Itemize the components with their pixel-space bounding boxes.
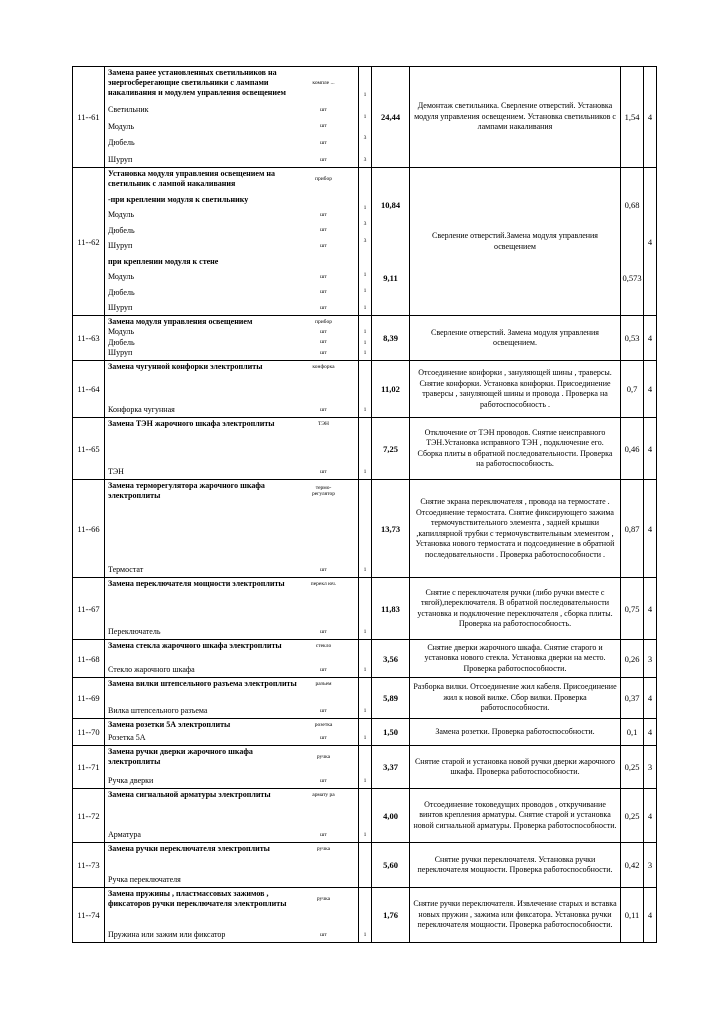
quantity-cell	[359, 418, 372, 480]
unit: шт	[320, 339, 327, 346]
material-name: Модуль	[108, 121, 135, 131]
operation-code: 11--63	[73, 316, 105, 361]
quantity: 1	[363, 778, 367, 784]
material-line	[105, 348, 359, 358]
quantity	[359, 253, 371, 263]
operation-title: Замена стекла жарочного шкафа электроплиты	[108, 641, 282, 650]
unit: конфорка	[312, 363, 335, 370]
quantity	[359, 790, 371, 800]
worker-grade: 4	[644, 888, 657, 943]
material-line	[105, 169, 359, 189]
work-description: Снятие старой и установка новой ручки дверки жарочного шкафа. Проверка работоспособности.	[410, 746, 621, 789]
quantity-cell	[359, 67, 372, 168]
unit: шт	[320, 666, 327, 673]
unit: разъем	[315, 680, 332, 687]
unit: шт	[320, 304, 327, 311]
operation-code: 11--66	[73, 480, 105, 578]
norm-value: 24,44	[372, 67, 410, 168]
operation-name-cell	[105, 168, 359, 316]
material-line	[105, 405, 359, 415]
quantity	[359, 747, 371, 757]
worker-grade: 4	[644, 168, 657, 316]
work-description: Снятие ручки переключателя. Установка ручки переключателя мощности. Проверка работоспособности.	[410, 843, 621, 888]
quantity: 1	[363, 735, 367, 741]
unit: компле ...	[312, 79, 335, 86]
quantity: 1	[363, 91, 367, 98]
table-row	[73, 746, 657, 789]
material-line	[105, 579, 359, 589]
material-line	[105, 830, 359, 840]
quantity	[359, 641, 371, 651]
unit: шт	[320, 468, 327, 475]
time-norm: 0,87	[621, 480, 644, 578]
material-line	[105, 327, 359, 337]
quantity	[359, 481, 371, 491]
unit: шт	[320, 349, 327, 356]
quantity-cell	[359, 888, 372, 943]
material-name: Термостат	[108, 565, 144, 574]
unit: шт	[320, 707, 327, 714]
quantity-cell	[359, 719, 372, 746]
unit: ТЭН	[318, 420, 329, 427]
operation-title: Установка модуля управления освещением на светильник с лампой накаливания	[108, 169, 275, 188]
norm-value: 1,76	[372, 888, 410, 943]
quantity-cell	[359, 843, 372, 888]
table-row	[73, 168, 657, 316]
material-name: Конфорка чугунная	[108, 405, 175, 414]
time-norm-part: 0,68	[624, 200, 640, 210]
quantity: 1	[363, 407, 367, 413]
quantity: 1	[363, 339, 367, 346]
norms-table	[72, 66, 657, 943]
quantity-cell	[359, 746, 372, 789]
quantity	[359, 169, 371, 179]
material-name: Дюбель	[108, 225, 135, 235]
unit: армату ра	[312, 791, 335, 798]
quantity: 3	[363, 135, 367, 142]
material-line	[105, 706, 359, 716]
norm-value-part: 10,84	[380, 200, 401, 210]
unit: прибор	[315, 318, 332, 325]
material-name: Арматура	[108, 830, 141, 839]
operation-title: Замена чугунной конфорки электроплиты	[108, 362, 263, 371]
material-line	[105, 257, 359, 267]
unit: шт	[320, 831, 327, 838]
unit: шт	[320, 777, 327, 784]
material-line	[105, 272, 359, 282]
quantity	[359, 68, 371, 78]
operation-code: 11--67	[73, 578, 105, 640]
norm-value: 13,73	[372, 480, 410, 578]
material-line	[105, 68, 359, 98]
quantity	[359, 579, 371, 589]
time-norm: 0,46	[621, 418, 644, 480]
work-description: Сверление отверстий.Замена модуля управления освещением	[410, 168, 621, 316]
operation-code: 11--69	[73, 678, 105, 719]
quantity	[359, 844, 371, 854]
quantity: 1	[363, 305, 367, 311]
quantity-cell	[359, 678, 372, 719]
quantity: 3	[363, 157, 367, 163]
material-line	[105, 226, 359, 236]
material-line	[105, 481, 359, 501]
table-row	[73, 418, 657, 480]
time-norm	[621, 168, 644, 316]
work-description: Сверление отверстий. Замена модуля управления освещением.	[410, 316, 621, 361]
operation-name-cell	[105, 316, 359, 361]
operation-title: Замена вилки штепсельного разъема электроплиты	[108, 679, 297, 688]
unit: ручка	[316, 753, 331, 760]
operation-code: 11--72	[73, 789, 105, 843]
material-line	[105, 288, 359, 298]
operation-code: 11--70	[73, 719, 105, 746]
operation-title: Замена ручки переключателя электроплиты	[108, 844, 270, 853]
material-name: ТЭН	[108, 467, 124, 476]
material-name: Вилка штепсельного разъема	[108, 706, 208, 715]
quantity	[359, 419, 371, 429]
operation-code: 11--74	[73, 888, 105, 943]
operation-title: Замена розетки 5А электроплиты	[108, 720, 231, 729]
worker-grade: 3	[644, 746, 657, 789]
material-line	[105, 122, 359, 132]
material-line	[105, 195, 359, 205]
material-line	[105, 362, 359, 372]
operation-name-cell	[105, 361, 359, 418]
worker-grade: 4	[644, 789, 657, 843]
norm-value: 8,39	[372, 316, 410, 361]
table-row	[73, 316, 657, 361]
time-norm: 0,53	[621, 316, 644, 361]
material-name: Модуль	[108, 272, 135, 281]
operation-code: 11--65	[73, 418, 105, 480]
material-name: Шуруп	[108, 241, 133, 250]
time-norm: 1,54	[621, 67, 644, 168]
material-name: Дюбель	[108, 337, 135, 347]
material-line	[105, 790, 359, 800]
operation-name-cell	[105, 719, 359, 746]
material-line	[105, 665, 359, 675]
worker-grade: 3	[644, 640, 657, 678]
work-description: Снятие ручки переключателя. Извлечение старых и вставка новых пружин , зажима или фиксатора. Установка ручки переключателя мощности. Проверка работоспособности.	[410, 888, 621, 943]
operation-title: Замена ТЭН жарочного шкафа электроплиты	[108, 419, 275, 428]
work-description: Демонтаж светильника. Сверление отверстий. Установка модуля управления освещением. Установка светильников с лампами накаливания	[410, 67, 621, 168]
material-line	[105, 303, 359, 313]
quantity-cell	[359, 168, 372, 316]
material-line	[105, 155, 359, 165]
time-norm: 0,37	[621, 678, 644, 719]
material-name: Модуль	[108, 327, 135, 337]
table-row	[73, 719, 657, 746]
operation-name-cell	[105, 789, 359, 843]
quantity-cell	[359, 640, 372, 678]
material-line	[105, 338, 359, 348]
unit: прибор	[315, 175, 332, 182]
operation-name-cell	[105, 578, 359, 640]
unit: шт	[320, 289, 327, 296]
unit: шт	[320, 628, 327, 635]
material-name: Стекло жарочного шкафа	[108, 665, 195, 674]
quantity: 1	[363, 329, 367, 336]
table-row	[73, 789, 657, 843]
material-line	[105, 565, 359, 575]
norm-value-part: 9,11	[383, 273, 398, 283]
material-line	[105, 747, 359, 767]
operation-code: 11--68	[73, 640, 105, 678]
material-name: Шуруп	[108, 155, 133, 164]
operation-name-cell	[105, 678, 359, 719]
table-row	[73, 578, 657, 640]
material-line	[105, 641, 359, 651]
material-name: Дюбель	[108, 287, 135, 297]
operation-code: 11--73	[73, 843, 105, 888]
operation-code: 11--62	[73, 168, 105, 316]
time-norm: 0,75	[621, 578, 644, 640]
operation-title: Замена пружины , пластмассовых зажимов , фиксаторов ручки переключателя электроплиты	[108, 889, 287, 908]
quantity-cell	[359, 361, 372, 418]
norm-value: 4,00	[372, 789, 410, 843]
material-line	[105, 419, 359, 429]
quantity	[359, 186, 371, 196]
worker-grade: 4	[644, 678, 657, 719]
worker-grade: 4	[644, 316, 657, 361]
unit: шт	[320, 140, 327, 146]
quantity	[359, 889, 371, 899]
norm-value: 11,02	[372, 361, 410, 418]
material-line	[105, 733, 359, 743]
material-line	[105, 241, 359, 251]
operation-name-cell	[105, 480, 359, 578]
norm-value: 3,37	[372, 746, 410, 789]
work-description: Разборка вилки. Отсоединение жил кабеля. Присоединение жил к новой вилке. Сбор вилки. Проверка работоспособности.	[410, 678, 621, 719]
operation-name-cell	[105, 746, 359, 789]
work-description: Отсоединение токоведущих проводов , откручивание винтов крепления арматуры. Снятие старой и установка новой сигнальной арматуры. Проверка работоспособности.	[410, 789, 621, 843]
material-line	[105, 776, 359, 786]
quantity: 3	[363, 221, 367, 228]
quantity: 3	[363, 238, 367, 244]
material-line	[105, 627, 359, 637]
worker-grade: 4	[644, 418, 657, 480]
quantity: 1	[363, 667, 367, 673]
quantity: 1	[363, 271, 367, 278]
unit: шт	[320, 123, 327, 130]
quantity-cell	[359, 316, 372, 361]
unit: термо- регулятор	[311, 484, 336, 497]
work-description: Отключение от ТЭН проводов. Снятие неисправного ТЭН.Установка исправного ТЭН , подключение его. Сборка плиты в обратной последовательности. Проверка на работоспособность.	[410, 418, 621, 480]
unit: розетка	[314, 721, 333, 728]
work-description: Замена розетки. Проверка работоспособности.	[410, 719, 621, 746]
quantity-cell	[359, 578, 372, 640]
quantity	[359, 362, 371, 372]
worker-grade: 4	[644, 67, 657, 168]
operation-title: Замена терморегулятора жарочного шкафа электроплиты	[108, 481, 265, 500]
table-row	[73, 361, 657, 418]
norms-table-sheet	[72, 66, 656, 943]
operation-name-cell	[105, 418, 359, 480]
time-norm: 0,25	[621, 789, 644, 843]
operation-title: -при креплении модуля к светильнику	[108, 194, 249, 204]
unit: шт	[320, 329, 327, 336]
material-name: Пружина или зажим или фиксатор	[108, 930, 226, 939]
quantity: 1	[363, 832, 367, 838]
operation-name-cell	[105, 640, 359, 678]
work-description: Отсоединение конфорки , зануляющей шины , траверсы. Снятие конфорки. Установка конфорки. Присоединение траверсы , зануляющей шины и провода . Проверка на работоспособность .	[410, 361, 621, 418]
norm-value: 5,89	[372, 678, 410, 719]
time-norm: 0,26	[621, 640, 644, 678]
norm-value: 7,25	[372, 418, 410, 480]
time-norm: 0,1	[621, 719, 644, 746]
quantity-cell	[359, 789, 372, 843]
time-norm-part: 0,573	[622, 273, 642, 283]
unit: шт	[320, 273, 327, 280]
operation-code: 11--64	[73, 361, 105, 418]
unit: стекло	[315, 642, 332, 649]
norm-value: 11,83	[372, 578, 410, 640]
operation-title: Замена сигнальной арматуры электроплиты	[108, 790, 271, 799]
material-name: Ручка дверки	[108, 776, 154, 785]
quantity: 1	[363, 113, 367, 120]
material-line	[105, 317, 359, 327]
material-line	[105, 844, 359, 854]
unit: шт	[320, 211, 327, 218]
material-line	[105, 679, 359, 689]
unit: шт	[320, 156, 327, 163]
quantity	[359, 679, 371, 689]
operation-title: Замена ручки дверки жарочного шкафа электроплиты	[108, 747, 253, 766]
material-line	[105, 467, 359, 477]
time-norm: 0,7	[621, 361, 644, 418]
operation-name-cell	[105, 888, 359, 943]
material-name: Шуруп	[108, 347, 133, 357]
norm-value	[372, 168, 410, 316]
norm-value: 1,50	[372, 719, 410, 746]
worker-grade: 3	[644, 843, 657, 888]
operation-title: Замена переключателя мощности электроплиты	[108, 579, 285, 588]
norm-value: 3,56	[372, 640, 410, 678]
quantity: 1	[363, 349, 367, 356]
unit: перекл юч.	[310, 580, 337, 587]
material-line	[105, 105, 359, 115]
unit: шт	[320, 227, 327, 234]
worker-grade: 4	[644, 361, 657, 418]
unit: шт	[320, 406, 327, 413]
quantity: 1	[363, 932, 367, 938]
time-norm: 0,11	[621, 888, 644, 943]
material-line	[105, 720, 359, 730]
quantity: 1	[363, 629, 367, 635]
material-line	[105, 138, 359, 148]
table-row	[73, 843, 657, 888]
work-description: Снятие с переключателя ручки (либо ручки вместе с тягой),переключателя. В обратной последовательности установка и подключение переключателя , сборка плиты. Проверка на работоспособность.	[410, 578, 621, 640]
material-line	[105, 930, 359, 940]
quantity: 1	[363, 288, 367, 295]
quantity: 1	[363, 204, 367, 211]
material-name: Ручка переключателя	[108, 875, 181, 884]
operation-title: Замена модуля управления освещением	[108, 317, 253, 326]
quantity-cell	[359, 480, 372, 578]
table-row	[73, 480, 657, 578]
time-norm: 0,25	[621, 746, 644, 789]
unit: шт	[320, 242, 327, 249]
material-name: Дюбель	[108, 138, 135, 148]
operation-code: 11--71	[73, 746, 105, 789]
operation-code: 11--61	[73, 67, 105, 168]
table-row	[73, 640, 657, 678]
quantity	[359, 875, 371, 885]
unit: шт	[320, 106, 327, 113]
norm-value: 5,60	[372, 843, 410, 888]
material-name: Модуль	[108, 210, 135, 219]
material-line	[105, 875, 359, 885]
unit: шт	[320, 931, 327, 938]
unit: шт	[320, 734, 327, 741]
unit: ручка	[316, 895, 331, 902]
operation-title: Замена ранее установленных светильников на энергосберегающие светильники с лампами накаливания и модулем управления освещением	[108, 68, 286, 97]
quantity	[359, 720, 371, 730]
table-row	[73, 888, 657, 943]
operation-title: при креплении модуля к стене	[108, 256, 219, 266]
worker-grade: 4	[644, 719, 657, 746]
operation-name-cell	[105, 67, 359, 168]
work-description: Снятие экрана переключателя , провода на термостате . Отсоединение термостата. Снятие фиксирующего зажима термочувствительного элемента , задней крышки ,капиллярной трубки с термочувствительным элементом , Установка нового термостата и подсоединение в обратной последовательности . Проверка работоспособности .	[410, 480, 621, 578]
material-line	[105, 210, 359, 220]
unit: шт	[320, 566, 327, 573]
table-row	[73, 67, 657, 168]
material-line	[105, 889, 359, 909]
quantity	[359, 317, 371, 327]
quantity: 1	[363, 469, 367, 475]
table-row	[73, 678, 657, 719]
material-name: Шуруп	[108, 303, 133, 312]
quantity: 1	[363, 708, 367, 714]
operation-name-cell	[105, 843, 359, 888]
worker-grade: 4	[644, 578, 657, 640]
work-description: Снятие дверки жарочного шкафа. Снятие старого и установка нового стекла. Установка дверки на место. Проверка работоспособности.	[410, 640, 621, 678]
time-norm: 0,42	[621, 843, 644, 888]
quantity: 1	[363, 567, 367, 573]
worker-grade: 4	[644, 480, 657, 578]
material-name: Переключатель	[108, 627, 161, 636]
material-name: Розетка 5А	[108, 733, 146, 742]
material-name: Светильник	[108, 104, 149, 114]
unit: ручка	[316, 845, 331, 852]
